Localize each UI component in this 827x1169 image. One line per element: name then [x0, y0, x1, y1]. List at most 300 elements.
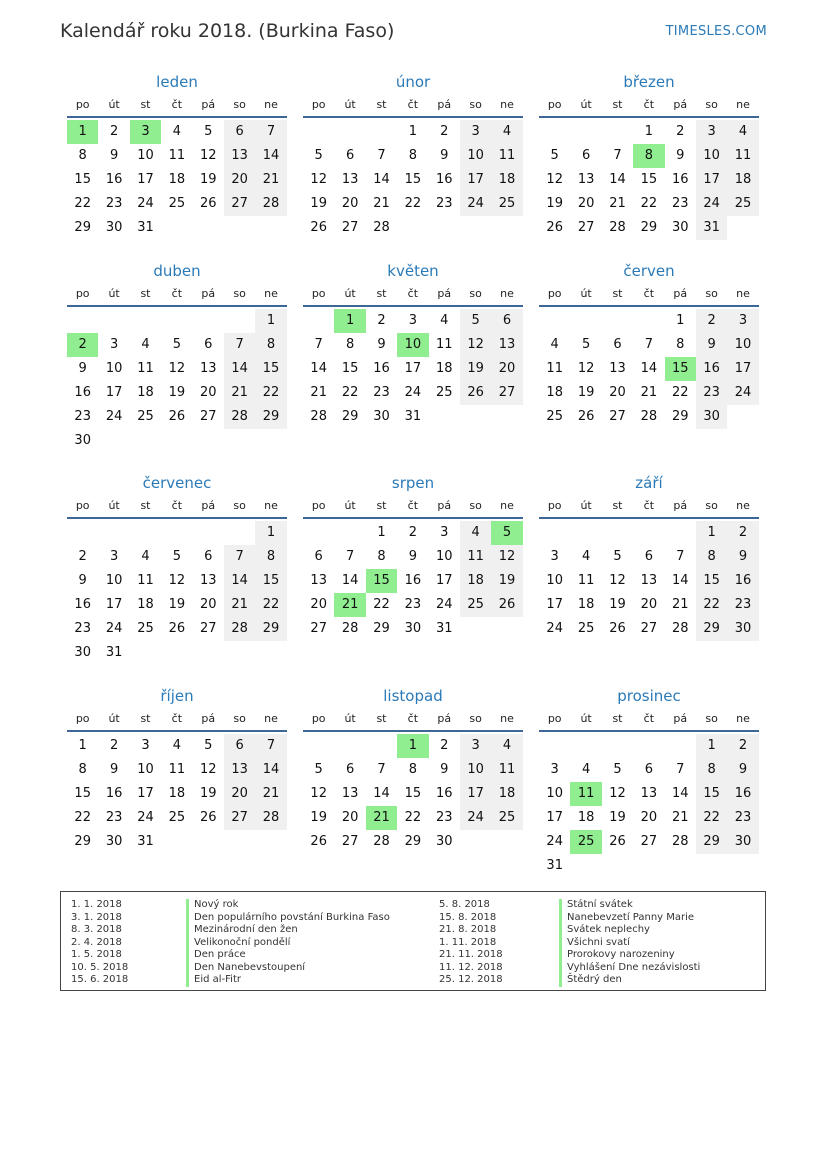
- day-cell: 29: [373, 621, 390, 636]
- weekday-label: po: [75, 499, 90, 512]
- day-cell: 5: [172, 337, 181, 352]
- day-cell: 27: [491, 381, 522, 405]
- empty-cell: [570, 734, 601, 758]
- weekday-label: út: [344, 712, 356, 725]
- day-cell: 4: [491, 734, 522, 758]
- legend-holiday-name: Mezinárodní den žen: [186, 924, 390, 937]
- day-cell: 22: [640, 196, 658, 211]
- day-cell: 10: [137, 148, 154, 163]
- day-cell: 21: [255, 782, 286, 806]
- holiday-day: 2: [67, 333, 98, 357]
- day-cell: 17: [137, 172, 154, 187]
- day-cell: 14: [255, 758, 286, 782]
- weekday-label: so: [469, 712, 482, 725]
- empty-cell: [602, 120, 633, 144]
- day-cell: 30: [404, 621, 422, 636]
- day-cell: 7: [345, 549, 355, 564]
- day-cell: 18: [435, 361, 453, 376]
- weekday-label: st: [376, 287, 387, 300]
- empty-cell: [303, 521, 334, 545]
- day-cell: 6: [204, 337, 213, 352]
- weekday-label: čt: [171, 287, 183, 300]
- day-cell: 2: [440, 124, 449, 139]
- day-cell: 29: [74, 220, 91, 235]
- month-4: [67, 259, 287, 453]
- day-cell: 5: [314, 148, 323, 163]
- holiday-day: 3: [130, 120, 161, 144]
- day-cell: 17: [727, 357, 758, 381]
- weekday-label: st: [612, 98, 623, 111]
- holiday-day: 1: [67, 120, 98, 144]
- day-cell: 1: [676, 313, 685, 328]
- weekday-label: so: [705, 712, 718, 725]
- day-cell: 25: [546, 409, 563, 424]
- day-grid: [539, 120, 759, 240]
- day-grid: [539, 309, 759, 429]
- day-cell: 26: [168, 621, 186, 636]
- month-2: [303, 70, 523, 240]
- day-cell: 23: [727, 806, 758, 830]
- weekday-header: [67, 495, 287, 519]
- day-cell: 23: [74, 409, 91, 424]
- day-cell: 8: [408, 762, 417, 777]
- day-cell: 2: [109, 738, 119, 753]
- day-cell: 23: [671, 196, 689, 211]
- day-cell: 11: [168, 762, 186, 777]
- day-cell: 3: [550, 549, 559, 564]
- day-cell: 20: [224, 782, 255, 806]
- empty-cell: [334, 120, 365, 144]
- day-cell: 15: [255, 357, 286, 381]
- weekday-label: út: [108, 98, 120, 111]
- weekday-label: čt: [407, 98, 419, 111]
- day-cell: 9: [78, 573, 87, 588]
- day-cell: 20: [577, 196, 595, 211]
- empty-cell: [539, 309, 570, 333]
- weekday-label: so: [233, 499, 246, 512]
- month-name: leden: [156, 73, 198, 91]
- day-cell: 5: [550, 148, 559, 163]
- day-cell: 23: [74, 621, 91, 636]
- day-cell: 8: [676, 337, 685, 352]
- day-cell: 30: [696, 405, 727, 429]
- day-cell: 18: [137, 385, 154, 400]
- weekday-label: so: [705, 98, 718, 111]
- day-cell: 11: [727, 144, 758, 168]
- day-cell: 9: [440, 762, 449, 777]
- day-cell: 2: [727, 521, 758, 545]
- day-cell: 1: [255, 309, 286, 333]
- weekday-header: [539, 495, 759, 519]
- weekday-label: so: [469, 499, 482, 512]
- legend-holiday-name: Den populárního povstání Burkina Faso: [186, 912, 390, 925]
- day-cell: 12: [609, 573, 626, 588]
- day-cell: 4: [491, 120, 522, 144]
- legend-right-dates: [439, 899, 503, 987]
- weekday-header: [539, 94, 759, 118]
- legend-holiday-name: Nanebevzetí Panny Marie: [559, 912, 700, 925]
- holiday-legend: [60, 891, 766, 991]
- day-cell: 6: [345, 148, 355, 163]
- day-cell: 24: [546, 834, 563, 849]
- day-cell: 25: [491, 192, 522, 216]
- day-cell: 3: [141, 738, 150, 753]
- empty-cell: [334, 734, 365, 758]
- day-cell: 24: [727, 381, 758, 405]
- day-cell: 7: [644, 337, 653, 352]
- day-cell: 31: [696, 216, 727, 240]
- legend-holiday-name: Velikonoční pondělí: [186, 937, 390, 950]
- day-cell: 23: [696, 381, 727, 405]
- weekday-label: ne: [500, 287, 514, 300]
- empty-cell: [334, 521, 365, 545]
- day-cell: 13: [310, 573, 327, 588]
- day-cell: 9: [78, 361, 87, 376]
- day-cell: 26: [310, 834, 327, 849]
- weekday-label: čt: [643, 98, 655, 111]
- weekday-label: so: [233, 712, 246, 725]
- day-cell: 17: [137, 786, 154, 801]
- weekday-label: po: [547, 98, 562, 111]
- day-cell: 13: [577, 172, 595, 187]
- day-cell: 18: [491, 168, 522, 192]
- day-cell: 2: [440, 738, 449, 753]
- day-cell: 19: [577, 385, 595, 400]
- day-cell: 10: [137, 762, 154, 777]
- day-cell: 8: [696, 758, 727, 782]
- day-cell: 15: [404, 172, 422, 187]
- weekday-label: út: [108, 287, 120, 300]
- day-cell: 21: [255, 168, 286, 192]
- day-cell: 31: [435, 621, 453, 636]
- day-cell: 27: [341, 834, 359, 849]
- day-cell: 15: [74, 786, 91, 801]
- day-cell: 6: [224, 734, 255, 758]
- day-cell: 27: [609, 409, 626, 424]
- weekday-label: so: [705, 499, 718, 512]
- weekday-header: [539, 708, 759, 732]
- empty-cell: [366, 734, 397, 758]
- day-cell: 9: [408, 549, 417, 564]
- day-cell: 27: [310, 621, 327, 636]
- weekday-label: st: [612, 499, 623, 512]
- day-cell: 30: [105, 220, 123, 235]
- month-name: červenec: [142, 474, 212, 492]
- day-cell: 10: [435, 549, 453, 564]
- weekday-label: út: [108, 499, 120, 512]
- day-cell: 28: [310, 409, 327, 424]
- day-cell: 16: [74, 597, 91, 612]
- month-name: březen: [623, 73, 675, 91]
- brand-logo[interactable]: TIMESLES.COM: [665, 24, 767, 39]
- day-cell: 17: [546, 597, 563, 612]
- holiday-day: 15: [366, 569, 397, 593]
- day-cell: 13: [491, 333, 522, 357]
- day-cell: 29: [404, 834, 422, 849]
- day-cell: 8: [255, 333, 286, 357]
- day-cell: 22: [373, 597, 390, 612]
- day-cell: 4: [440, 313, 449, 328]
- day-cell: 6: [644, 762, 653, 777]
- day-cell: 1: [408, 124, 417, 139]
- weekday-label: st: [140, 499, 151, 512]
- day-cell: 23: [404, 597, 422, 612]
- weekday-label: čt: [407, 499, 419, 512]
- month-12: [539, 684, 759, 878]
- weekday-label: pá: [437, 287, 452, 300]
- day-cell: 5: [204, 738, 213, 753]
- weekday-label: čt: [407, 287, 419, 300]
- day-cell: 18: [546, 385, 563, 400]
- day-cell: 21: [671, 810, 689, 825]
- weekday-label: po: [311, 499, 326, 512]
- day-grid: [539, 521, 759, 641]
- weekday-label: st: [140, 712, 151, 725]
- weekday-label: út: [580, 712, 592, 725]
- day-cell: 13: [199, 361, 217, 376]
- holiday-day: 1: [334, 309, 365, 333]
- day-cell: 1: [255, 521, 286, 545]
- day-cell: 27: [577, 220, 595, 235]
- day-cell: 18: [168, 786, 186, 801]
- day-cell: 26: [491, 593, 522, 617]
- holiday-day: 1: [397, 734, 428, 758]
- day-cell: 14: [310, 361, 327, 376]
- day-cell: 30: [105, 834, 123, 849]
- day-cell: 7: [224, 333, 255, 357]
- day-cell: 2: [676, 124, 685, 139]
- weekday-label: út: [344, 499, 356, 512]
- weekday-label: st: [612, 287, 623, 300]
- legend-date: 21. 8. 2018: [439, 924, 497, 935]
- day-cell: 14: [224, 357, 255, 381]
- day-cell: 15: [341, 361, 359, 376]
- day-cell: 11: [435, 337, 453, 352]
- day-cell: 24: [546, 621, 563, 636]
- day-cell: 27: [640, 621, 658, 636]
- weekday-header: [303, 283, 523, 307]
- day-cell: 16: [727, 569, 758, 593]
- day-cell: 20: [224, 168, 255, 192]
- day-cell: 14: [224, 569, 255, 593]
- day-cell: 15: [255, 569, 286, 593]
- legend-date: 5. 8. 2018: [439, 899, 490, 910]
- day-cell: 20: [609, 385, 626, 400]
- day-cell: 20: [341, 196, 359, 211]
- month-1: [67, 70, 287, 240]
- empty-cell: [193, 309, 224, 333]
- day-cell: 20: [341, 810, 359, 825]
- day-cell: 19: [199, 172, 217, 187]
- weekday-label: ne: [500, 712, 514, 725]
- day-cell: 25: [435, 385, 453, 400]
- weekday-label: pá: [201, 712, 216, 725]
- weekday-label: út: [344, 98, 356, 111]
- month-3: [539, 70, 759, 240]
- holiday-day: 21: [334, 593, 365, 617]
- day-cell: 1: [78, 738, 87, 753]
- empty-cell: [602, 521, 633, 545]
- day-cell: 25: [491, 806, 522, 830]
- day-cell: 27: [640, 834, 658, 849]
- holiday-day: 5: [491, 521, 522, 545]
- weekday-label: st: [140, 287, 151, 300]
- weekday-label: ne: [736, 287, 750, 300]
- day-cell: 23: [105, 196, 123, 211]
- day-cell: 23: [373, 385, 390, 400]
- weekday-label: so: [469, 287, 482, 300]
- month-name: duben: [153, 262, 201, 280]
- weekday-label: ne: [500, 499, 514, 512]
- weekday-label: čt: [171, 712, 183, 725]
- day-cell: 9: [676, 148, 685, 163]
- weekday-label: pá: [673, 712, 688, 725]
- day-cell: 10: [105, 361, 123, 376]
- day-cell: 29: [696, 617, 727, 641]
- day-cell: 6: [491, 309, 522, 333]
- day-cell: 28: [640, 409, 658, 424]
- legend-holiday-name: Den Nanebevstoupení: [186, 962, 390, 975]
- day-cell: 9: [109, 762, 119, 777]
- day-cell: 24: [460, 192, 491, 216]
- weekday-label: čt: [643, 287, 655, 300]
- day-cell: 22: [671, 385, 689, 400]
- day-cell: 15: [404, 786, 422, 801]
- day-cell: 13: [199, 573, 217, 588]
- day-cell: 31: [105, 645, 123, 660]
- day-cell: 29: [640, 220, 658, 235]
- day-cell: 18: [727, 168, 758, 192]
- weekday-label: pá: [673, 499, 688, 512]
- day-cell: 31: [404, 409, 422, 424]
- day-cell: 2: [377, 313, 386, 328]
- weekday-label: pá: [673, 287, 688, 300]
- day-cell: 23: [105, 810, 123, 825]
- legend-date: 10. 5. 2018: [71, 961, 129, 973]
- day-cell: 7: [676, 549, 685, 564]
- day-grid: [303, 120, 523, 240]
- weekday-label: st: [612, 712, 623, 725]
- day-cell: 7: [224, 545, 255, 569]
- day-cell: 3: [440, 525, 449, 540]
- day-cell: 10: [460, 758, 491, 782]
- day-cell: 19: [460, 357, 491, 381]
- weekday-label: ne: [736, 499, 750, 512]
- legend-holiday-name: Den práce: [186, 949, 390, 962]
- month-8: [303, 471, 523, 641]
- holiday-day: 10: [397, 333, 428, 357]
- month-11: [303, 684, 523, 854]
- empty-cell: [303, 309, 334, 333]
- empty-cell: [366, 120, 397, 144]
- legend-holiday-name: Svátek neplechy: [559, 924, 700, 937]
- day-cell: 5: [314, 762, 323, 777]
- day-cell: 31: [137, 834, 154, 849]
- weekday-label: ne: [736, 712, 750, 725]
- day-cell: 12: [310, 786, 327, 801]
- weekday-label: út: [344, 287, 356, 300]
- day-cell: 25: [460, 593, 491, 617]
- weekday-label: pá: [437, 499, 452, 512]
- day-cell: 25: [168, 196, 186, 211]
- day-cell: 11: [546, 361, 563, 376]
- day-cell: 16: [727, 782, 758, 806]
- day-cell: 7: [377, 762, 386, 777]
- day-cell: 24: [105, 621, 123, 636]
- day-cell: 16: [404, 573, 422, 588]
- empty-cell: [633, 521, 664, 545]
- day-cell: 17: [546, 810, 563, 825]
- day-cell: 29: [696, 830, 727, 854]
- day-cell: 27: [341, 220, 359, 235]
- weekday-label: ne: [264, 712, 278, 725]
- day-cell: 16: [671, 172, 689, 187]
- day-cell: 3: [109, 549, 119, 564]
- month-name: listopad: [383, 687, 443, 705]
- day-cell: 30: [373, 409, 390, 424]
- day-cell: 17: [460, 782, 491, 806]
- day-cell: 20: [640, 597, 658, 612]
- day-cell: 19: [546, 196, 563, 211]
- day-cell: 9: [440, 148, 449, 163]
- weekday-label: po: [547, 287, 562, 300]
- day-cell: 5: [460, 309, 491, 333]
- weekday-label: po: [547, 499, 562, 512]
- weekday-label: pá: [673, 98, 688, 111]
- weekday-label: so: [705, 287, 718, 300]
- day-cell: 30: [435, 834, 453, 849]
- day-cell: 29: [341, 409, 359, 424]
- day-cell: 26: [577, 409, 595, 424]
- day-cell: 7: [314, 337, 323, 352]
- month-name: srpen: [391, 474, 435, 492]
- weekday-label: po: [75, 98, 90, 111]
- day-cell: 6: [613, 337, 622, 352]
- day-cell: 1: [696, 521, 727, 545]
- legend-right-names: [559, 899, 700, 987]
- day-cell: 18: [460, 569, 491, 593]
- day-cell: 28: [373, 220, 390, 235]
- day-cell: 14: [640, 361, 658, 376]
- day-cell: 6: [345, 762, 355, 777]
- day-cell: 22: [74, 810, 91, 825]
- day-cell: 6: [581, 148, 591, 163]
- day-cell: 29: [255, 405, 286, 429]
- weekday-label: út: [580, 98, 592, 111]
- empty-cell: [602, 734, 633, 758]
- day-cell: 14: [671, 786, 689, 801]
- day-grid: [303, 521, 523, 641]
- day-cell: 28: [373, 834, 390, 849]
- weekday-label: út: [108, 712, 120, 725]
- day-cell: 2: [727, 734, 758, 758]
- day-cell: 26: [460, 381, 491, 405]
- weekday-label: ne: [500, 98, 514, 111]
- day-cell: 28: [255, 192, 286, 216]
- day-cell: 15: [696, 569, 727, 593]
- month-name: červen: [623, 262, 675, 280]
- day-cell: 12: [199, 762, 217, 777]
- empty-cell: [539, 734, 570, 758]
- day-cell: 29: [255, 617, 286, 641]
- day-cell: 11: [168, 148, 186, 163]
- month-5: [303, 259, 523, 429]
- legend-date: 21. 11. 2018: [439, 949, 503, 960]
- day-cell: 20: [491, 357, 522, 381]
- day-cell: 18: [577, 597, 595, 612]
- empty-cell: [161, 521, 192, 545]
- weekday-header: [67, 94, 287, 118]
